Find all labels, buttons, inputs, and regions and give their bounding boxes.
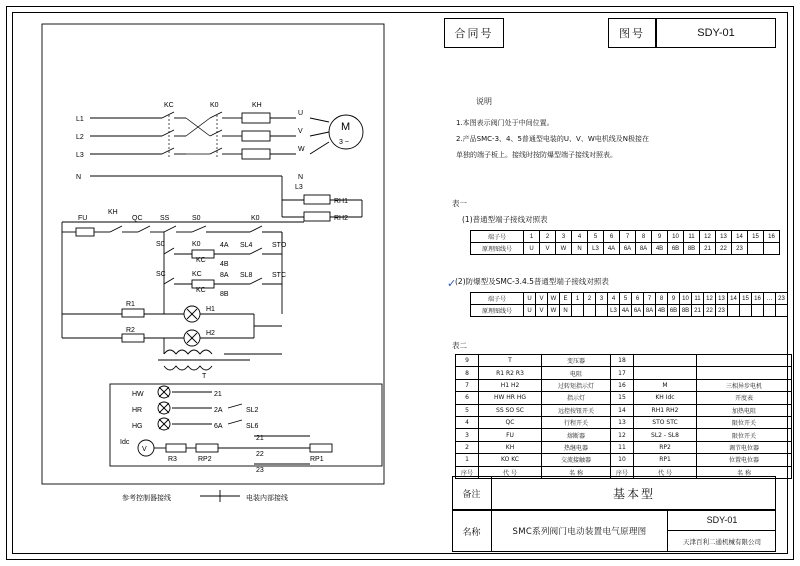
- legend-cell: RP2: [634, 441, 697, 453]
- svg-text:SC: SC: [156, 271, 166, 278]
- row-header: 端子号: [471, 231, 524, 243]
- svg-text:KH: KH: [108, 209, 118, 216]
- svg-text:SL4: SL4: [240, 242, 253, 249]
- legend-cell: SL2 - SL8: [634, 429, 697, 441]
- table-cell: 1: [572, 293, 584, 305]
- legend-cell: 7: [456, 379, 479, 391]
- table-cell: 23: [732, 243, 748, 255]
- svg-text:2A: 2A: [214, 407, 223, 414]
- svg-text:6A: 6A: [214, 423, 223, 430]
- table-cell: 6B: [668, 243, 684, 255]
- legend-cell: 6: [456, 392, 479, 404]
- table-cell: [752, 305, 764, 317]
- svg-text:RP2: RP2: [198, 456, 212, 463]
- svg-text:H2: H2: [206, 330, 215, 337]
- legend-row: [456, 367, 792, 379]
- svg-text:21: 21: [214, 391, 222, 398]
- legend-row: [456, 454, 792, 466]
- legend-cell: RP1: [634, 454, 697, 466]
- legend-cell: 17: [611, 367, 634, 379]
- legend-cell: HW HR HG: [479, 392, 542, 404]
- legend-cell: 12: [611, 429, 634, 441]
- row-header: 原理图线号: [471, 243, 524, 255]
- legend-cell: 16: [611, 379, 634, 391]
- svg-text:8B: 8B: [220, 291, 229, 298]
- svg-text:HG: HG: [132, 423, 143, 430]
- table-cell: U: [524, 293, 536, 305]
- table-cell: 15: [748, 231, 764, 243]
- legend-cell: 调节电位器: [697, 441, 792, 453]
- table-cell: U: [524, 243, 540, 255]
- svg-text:W: W: [298, 146, 305, 153]
- svg-text:22: 22: [256, 451, 264, 458]
- legend-cell: 交流接触器: [542, 454, 611, 466]
- contract-no-label: 合同号: [444, 18, 504, 48]
- legend-cell: [634, 355, 697, 367]
- table-cell: 21: [692, 305, 704, 317]
- legend-cell: 热继电器: [542, 441, 611, 453]
- table1-wire-row: [471, 243, 780, 255]
- table-cell: [740, 305, 752, 317]
- table-cell: 3: [556, 231, 572, 243]
- legend-table-wrap: [455, 354, 792, 479]
- legend-cell: 加热电阻: [697, 404, 792, 416]
- table-cell: 14: [728, 293, 740, 305]
- svg-text:KC: KC: [196, 287, 206, 294]
- legend-row: [456, 355, 792, 367]
- legend-cell: H1 H2: [479, 379, 542, 391]
- legend-cell: 5: [456, 404, 479, 416]
- table-cell: 7: [620, 231, 636, 243]
- row-header: 原理图线号: [471, 305, 524, 317]
- table-cell: 2: [540, 231, 556, 243]
- table-cell: 12: [700, 231, 716, 243]
- svg-text:L2: L2: [76, 134, 84, 141]
- legend-cell: 1: [456, 454, 479, 466]
- table-cell: 15: [740, 293, 752, 305]
- svg-text:Idc: Idc: [120, 439, 130, 446]
- table-cell: 1: [524, 231, 540, 243]
- table-cell: V: [540, 243, 556, 255]
- svg-text:STO: STO: [272, 242, 287, 249]
- legend-cell: STO STC: [634, 416, 697, 428]
- legend-cell: 三相异步电机: [697, 379, 792, 391]
- table1-caption: 表一: [452, 199, 467, 208]
- legend-cell: 8: [456, 367, 479, 379]
- table-cell: 10: [668, 231, 684, 243]
- contract-no-box: [444, 18, 504, 48]
- table1-grid: [470, 230, 780, 255]
- table-cell: V: [536, 293, 548, 305]
- svg-text:SL2: SL2: [246, 407, 259, 414]
- table2-wire-row: [471, 305, 788, 317]
- svg-text:KH: KH: [252, 102, 262, 109]
- note-line-2: 2.产品SMC-3、4、5普通型电装的U、V、W电机线及N极接在: [456, 135, 650, 143]
- svg-text:N: N: [298, 174, 304, 181]
- legend-cell: 3: [456, 429, 479, 441]
- title-code-value: SDY-01: [706, 515, 738, 525]
- legend-row: [456, 404, 792, 416]
- legend-cell: R1 R2 R3: [479, 367, 542, 379]
- table1-grid-2: [470, 292, 788, 317]
- legend-cell: [634, 367, 697, 379]
- table-cell: 23: [776, 293, 788, 305]
- legend-row: [456, 441, 792, 453]
- table-cell: 12: [704, 293, 716, 305]
- table-cell: L3: [608, 305, 620, 317]
- legend-cell: 过转矩指示灯: [542, 379, 611, 391]
- remark-label: 备注: [462, 489, 481, 500]
- legend-cell: 电阻: [542, 367, 611, 379]
- legend-cell: FU: [479, 429, 542, 441]
- legend-cell: 13: [611, 416, 634, 428]
- legend-cell: 10: [611, 454, 634, 466]
- legend-row: [456, 416, 792, 428]
- drawing-no-value: SDY-01: [656, 18, 776, 48]
- table-cell: 8A: [644, 305, 656, 317]
- table-cell: [596, 305, 608, 317]
- legend-cell: 限位开关: [697, 429, 792, 441]
- legend-cell: 位置电位器: [697, 454, 792, 466]
- table-cell: 8A: [636, 243, 652, 255]
- table-cell: V: [536, 305, 548, 317]
- svg-text:KC: KC: [192, 271, 202, 278]
- legend-cell: M: [634, 379, 697, 391]
- schematic-diagram: [14, 14, 444, 554]
- table-cell: 22: [704, 305, 716, 317]
- svg-text:R2: R2: [126, 327, 135, 334]
- table-cell: [584, 305, 596, 317]
- svg-text:K0: K0: [251, 215, 260, 222]
- svg-text:SL8: SL8: [240, 272, 253, 279]
- table-cell: 6B: [668, 305, 680, 317]
- table-cell: 4B: [652, 243, 668, 255]
- table-cell: 4A: [604, 243, 620, 255]
- svg-text:SL6: SL6: [246, 423, 259, 430]
- table-cell: 6: [604, 231, 620, 243]
- legend-cell: 14: [611, 404, 634, 416]
- check-mark-icon: ✓: [447, 278, 457, 290]
- table-cell: W: [548, 305, 560, 317]
- svg-text:RH2: RH2: [334, 215, 349, 222]
- table-cell: 16: [752, 293, 764, 305]
- table1-防爆型: [470, 292, 788, 317]
- table-cell: N: [560, 305, 572, 317]
- legend-cell: 9: [456, 355, 479, 367]
- svg-text:电装内部接线: 电装内部接线: [246, 494, 288, 502]
- table-cell: U: [524, 305, 536, 317]
- svg-text:R3: R3: [168, 456, 177, 463]
- svg-text:STC: STC: [272, 272, 286, 279]
- legend-cell: 2: [456, 441, 479, 453]
- table-cell: 4: [608, 293, 620, 305]
- legend-cell: 4: [456, 416, 479, 428]
- table2-terminal-row: [471, 293, 788, 305]
- svg-text:K0: K0: [192, 241, 201, 248]
- table-cell: 11: [684, 231, 700, 243]
- table-cell: 13: [716, 231, 732, 243]
- table-cell: [764, 243, 780, 255]
- legend-cell: QC: [479, 416, 542, 428]
- table1-普通型: [470, 230, 780, 255]
- svg-text:L3: L3: [76, 152, 84, 159]
- legend-footer-cell: 序号: [611, 466, 634, 478]
- svg-text:3 ~: 3 ~: [339, 139, 349, 146]
- svg-text:S0: S0: [156, 241, 165, 248]
- svg-text:M: M: [341, 121, 351, 133]
- drawing-no-label: 图号: [608, 18, 656, 48]
- legend-row: [456, 429, 792, 441]
- svg-text:参考控制器接线: 参考控制器接线: [122, 494, 171, 502]
- svg-text:SS: SS: [160, 215, 170, 222]
- legend-cell: 熔断器: [542, 429, 611, 441]
- legend-cell: 变压器: [542, 355, 611, 367]
- table-cell: L3: [588, 243, 604, 255]
- drawing-no-value-box: [656, 18, 776, 48]
- table-cell: 10: [680, 293, 692, 305]
- legend-cell: T: [479, 355, 542, 367]
- table-cell: 6A: [632, 305, 644, 317]
- table-cell: …: [764, 293, 776, 305]
- legend-row: [456, 379, 792, 391]
- table-cell: 14: [732, 231, 748, 243]
- company-name: 天津百利二通机械有限公司: [683, 538, 761, 546]
- table-cell: 8: [636, 231, 652, 243]
- note-line-3: 单独的端子板上。接线时按防爆型端子接线对照表。: [456, 151, 617, 159]
- svg-text:U: U: [298, 110, 304, 117]
- table-cell: [748, 243, 764, 255]
- row-header: 端子号: [471, 293, 524, 305]
- table1-sub1: (1)普通型端子接线对照表: [462, 215, 548, 224]
- legend-row: [456, 392, 792, 404]
- legend-cell: 限位开关: [697, 416, 792, 428]
- table-cell: 8: [656, 293, 668, 305]
- table-cell: 3: [596, 293, 608, 305]
- svg-text:FU: FU: [78, 215, 88, 222]
- table-cell: 5: [620, 293, 632, 305]
- legend-cell: 指示灯: [542, 392, 611, 404]
- legend-table: [455, 354, 792, 479]
- legend-footer-cell: 名 称: [542, 466, 611, 478]
- legend-cell: RH1 RH2: [634, 404, 697, 416]
- table-cell: W: [548, 293, 560, 305]
- notes-title: 说明: [476, 97, 492, 106]
- svg-text:K0: K0: [210, 102, 219, 109]
- table-cell: W: [556, 243, 572, 255]
- table-cell: 13: [716, 293, 728, 305]
- svg-text:4B: 4B: [220, 261, 229, 268]
- svg-text:8A: 8A: [220, 272, 229, 279]
- svg-text:23: 23: [256, 467, 264, 474]
- table-cell: 22: [716, 243, 732, 255]
- svg-text:S0: S0: [192, 215, 201, 222]
- table-cell: 2: [584, 293, 596, 305]
- legend-cell: SS SO SC: [479, 404, 542, 416]
- svg-text:21: 21: [256, 435, 264, 442]
- table-cell: 4A: [620, 305, 632, 317]
- name-label: 名称: [462, 527, 481, 538]
- table1-terminal-row: [471, 231, 780, 243]
- legend-cell: [697, 367, 792, 379]
- svg-text:V: V: [142, 446, 147, 453]
- legend-cell: 开度表: [697, 392, 792, 404]
- svg-text:T: T: [202, 373, 207, 380]
- svg-text:N: N: [76, 174, 82, 181]
- drawing-no-box: [608, 18, 656, 48]
- table2-caption: 表二: [452, 341, 467, 350]
- table-cell: 8B: [684, 243, 700, 255]
- table-cell: [572, 305, 584, 317]
- svg-text:H1: H1: [206, 306, 215, 313]
- table-cell: 6: [632, 293, 644, 305]
- table-cell: [728, 305, 740, 317]
- svg-text:RP1: RP1: [310, 456, 324, 463]
- svg-text:V: V: [298, 128, 303, 135]
- svg-text:HR: HR: [132, 407, 143, 414]
- table-cell: 21: [700, 243, 716, 255]
- svg-text:L3: L3: [295, 184, 303, 191]
- svg-text:KC: KC: [164, 102, 174, 109]
- legend-cell: 18: [611, 355, 634, 367]
- legend-footer-cell: 代 号: [479, 466, 542, 478]
- svg-text:4A: 4A: [220, 242, 229, 249]
- svg-text:L1: L1: [76, 116, 84, 123]
- legend-cell: KO KC: [479, 454, 542, 466]
- table-cell: [776, 305, 788, 317]
- legend-cell: 15: [611, 392, 634, 404]
- table-cell: 23: [716, 305, 728, 317]
- table-cell: 6A: [620, 243, 636, 255]
- legend-cell: KH Idc: [634, 392, 697, 404]
- table-cell: 7: [644, 293, 656, 305]
- svg-text:R1: R1: [126, 301, 135, 308]
- remark-value: 基本型: [612, 486, 655, 501]
- legend-cell: [697, 355, 792, 367]
- legend-footer-cell: 代 号: [634, 466, 697, 478]
- table-cell: 16: [764, 231, 780, 243]
- legend-cell: KH: [479, 441, 542, 453]
- svg-text:QC: QC: [132, 215, 143, 222]
- drawing-name-value: SMC系列阀门电动装置电气原理图: [512, 527, 647, 537]
- note-line-1: 1.本图表示阀门处于中间位置。: [456, 119, 554, 127]
- table1-sub2: (2)防爆型及SMC-3.4.5普通型端子接线对照表: [455, 277, 609, 286]
- table-cell: N: [572, 243, 588, 255]
- svg-text:KC: KC: [196, 257, 206, 264]
- table-cell: 5: [588, 231, 604, 243]
- table-cell: E: [560, 293, 572, 305]
- table-cell: 4: [572, 231, 588, 243]
- table-cell: 9: [652, 231, 668, 243]
- table-cell: 8B: [680, 305, 692, 317]
- svg-text:RH1: RH1: [334, 198, 349, 205]
- table-cell: 11: [692, 293, 704, 305]
- svg-text:HW: HW: [132, 391, 144, 398]
- legend-cell: 远控按钮开关: [542, 404, 611, 416]
- table-cell: 4B: [656, 305, 668, 317]
- legend-footer-cell: 名 称: [697, 466, 792, 478]
- table-cell: 9: [668, 293, 680, 305]
- legend-cell: 行程开关: [542, 416, 611, 428]
- legend-cell: 11: [611, 441, 634, 453]
- table-cell: [764, 305, 776, 317]
- legend-footer-cell: 序号: [456, 466, 479, 478]
